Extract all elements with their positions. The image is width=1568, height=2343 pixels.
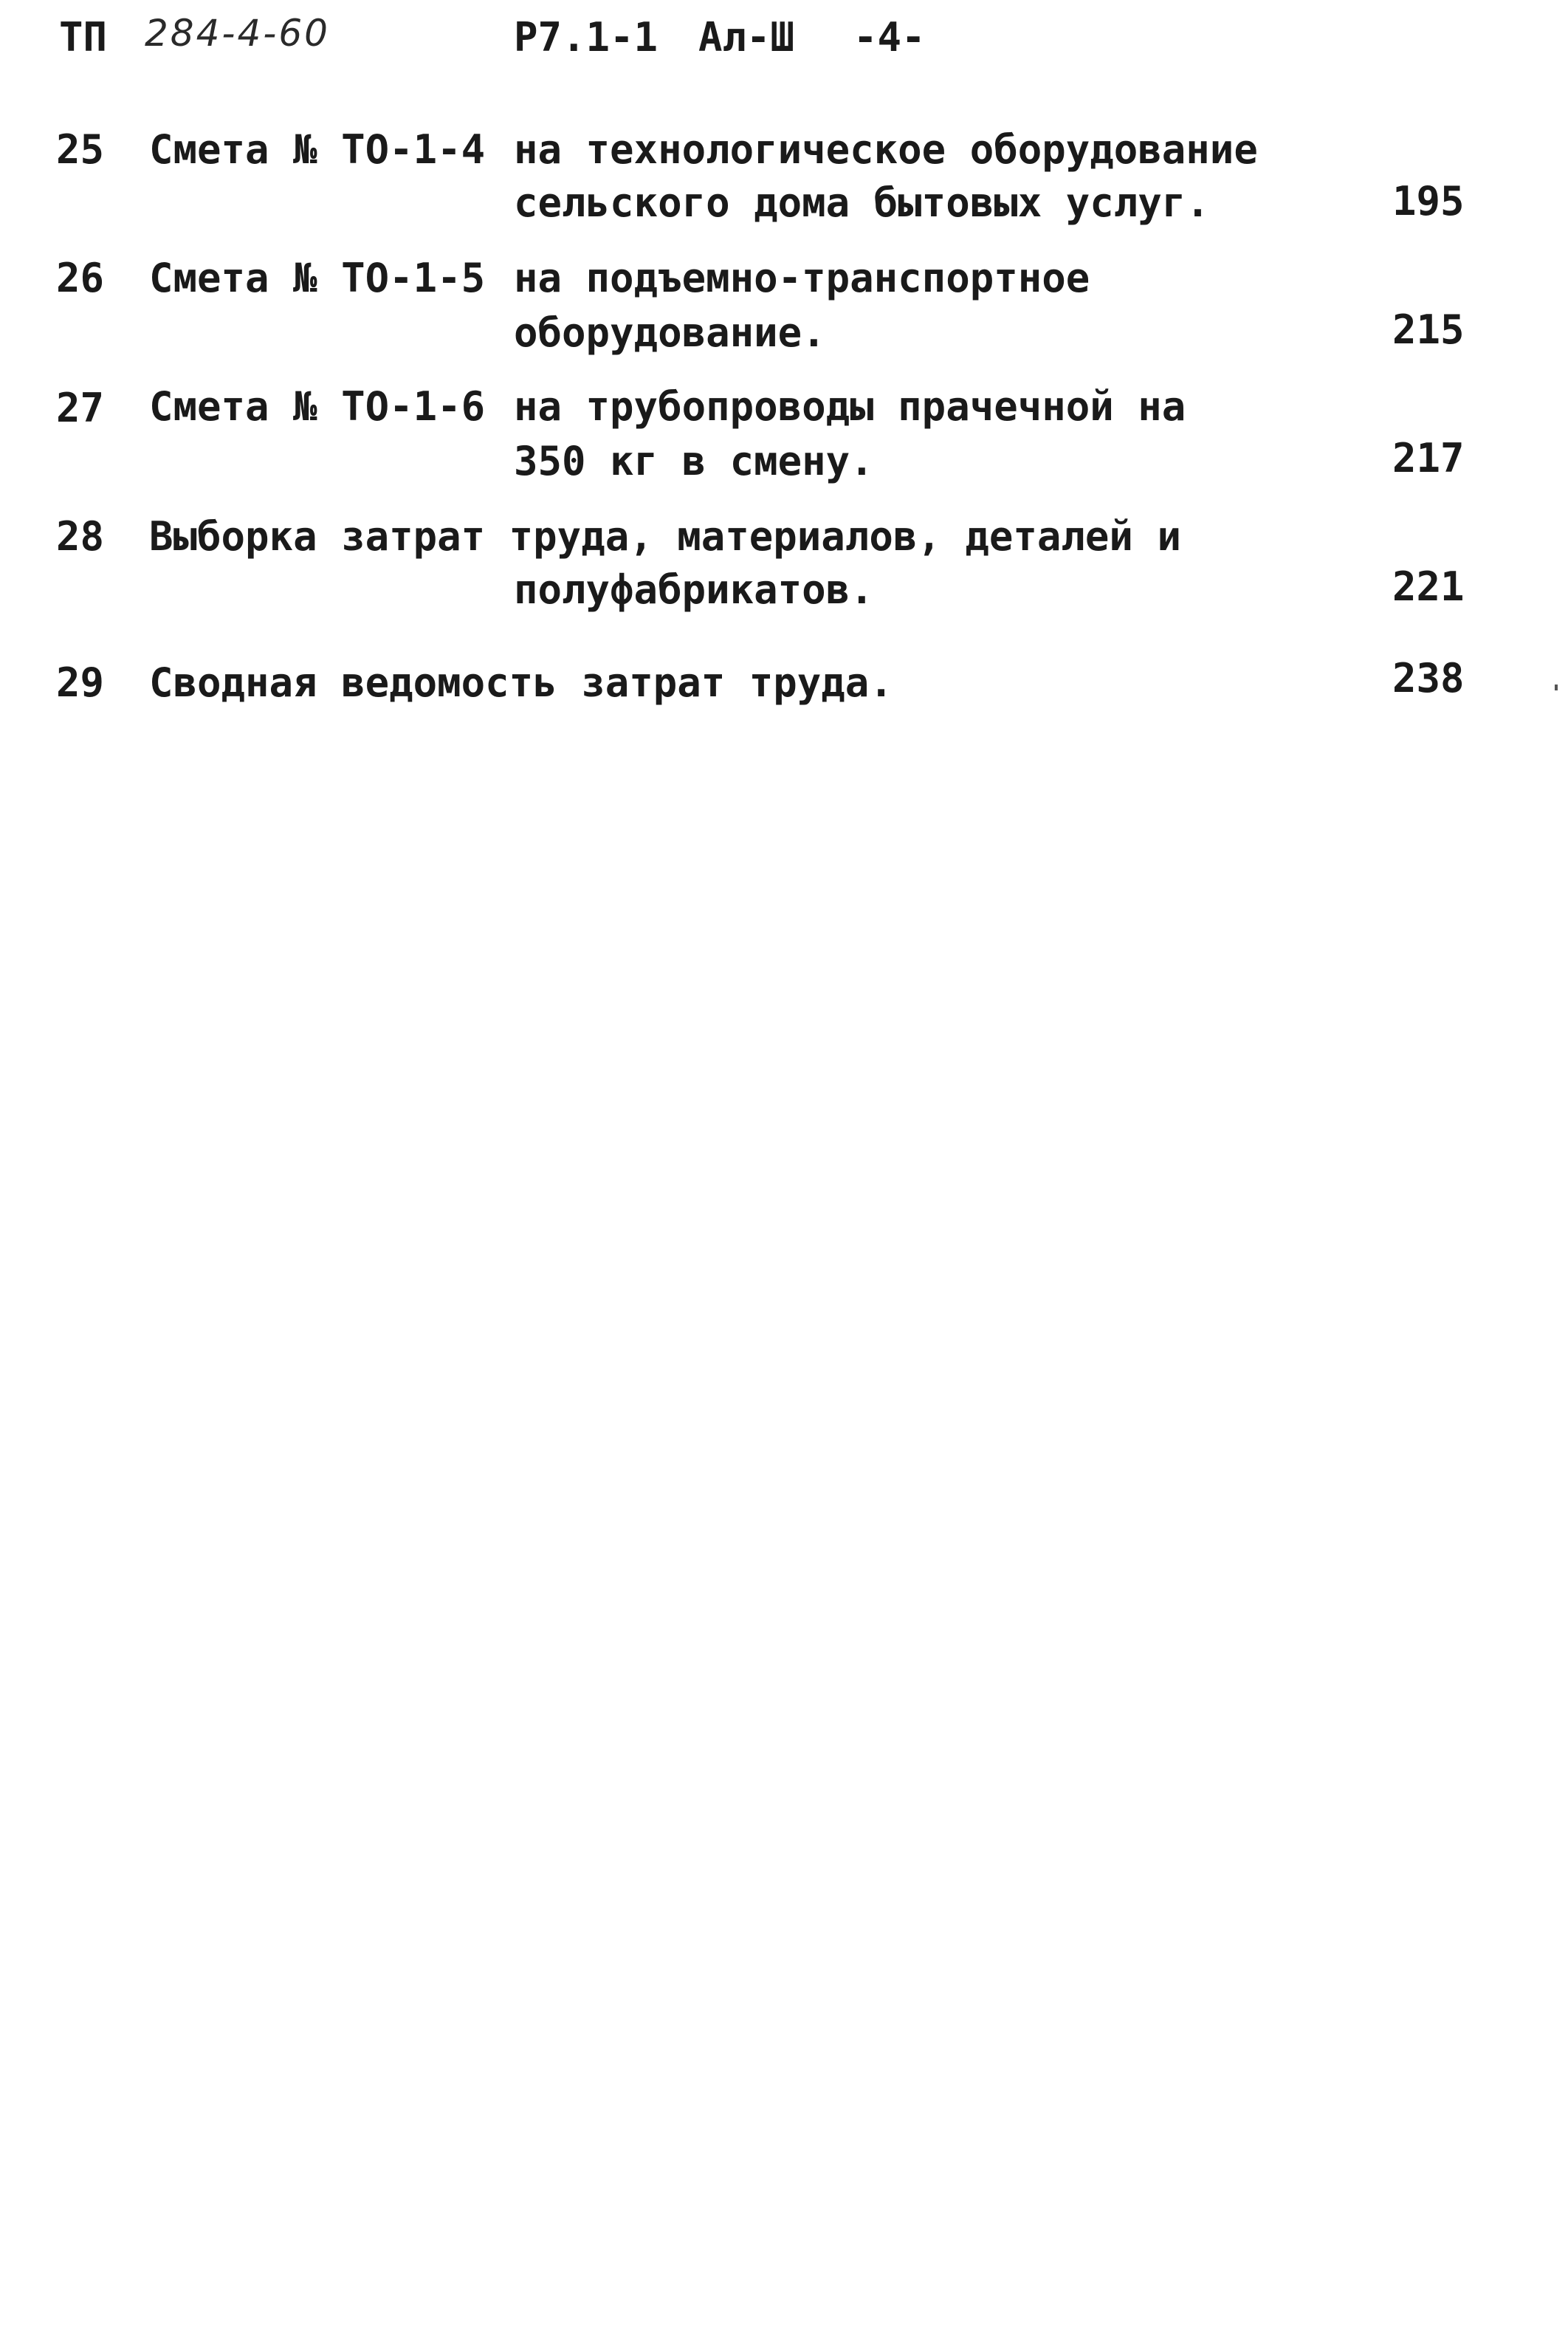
entry-title: Смета № ТО-1-4 — [149, 126, 486, 173]
entry-description-line1: на технологическое оборудование — [514, 126, 1258, 173]
entry-page: 215 — [1392, 306, 1465, 353]
scan-speck — [1555, 685, 1558, 690]
entry-page: 217 — [1392, 435, 1465, 481]
entry-description-line2: оборудование. — [514, 309, 826, 356]
entry-number: 26 — [56, 255, 105, 301]
entry-description-line2: сельского дома бытовых услуг. — [514, 179, 1210, 226]
header-album: Ал-Ш — [698, 14, 795, 61]
entry-number: 25 — [56, 126, 105, 173]
entry-title: Смета № ТО-1-6 — [149, 383, 486, 430]
entry-page: 238 — [1392, 655, 1465, 701]
entry-number: 29 — [56, 659, 105, 706]
entry-page: 221 — [1392, 563, 1465, 610]
header-series: ТП — [59, 14, 108, 61]
entry-title: Сводная ведомость затрат труда. — [149, 659, 893, 706]
header-project-number: 284-4-60 — [145, 12, 330, 55]
entry-title: Смета № ТО-1-5 — [149, 255, 486, 301]
entry-description-line2: полуфабрикатов. — [514, 566, 874, 613]
entry-number: 28 — [56, 513, 105, 560]
entry-description-line1: на подъемно-транспортное — [514, 255, 1090, 301]
header-album-code: Р7.1-1 — [514, 14, 659, 61]
entry-number: 27 — [56, 385, 105, 431]
entry-description-line2: 350 кг в смену. — [514, 438, 874, 484]
entry-title: Выборка затрат труда, материалов, деталей и — [149, 513, 1181, 560]
entry-page: 195 — [1392, 178, 1465, 224]
entry-description-line1: на трубопроводы прачечной на — [514, 383, 1186, 430]
header-page-number: -4- — [853, 14, 926, 61]
